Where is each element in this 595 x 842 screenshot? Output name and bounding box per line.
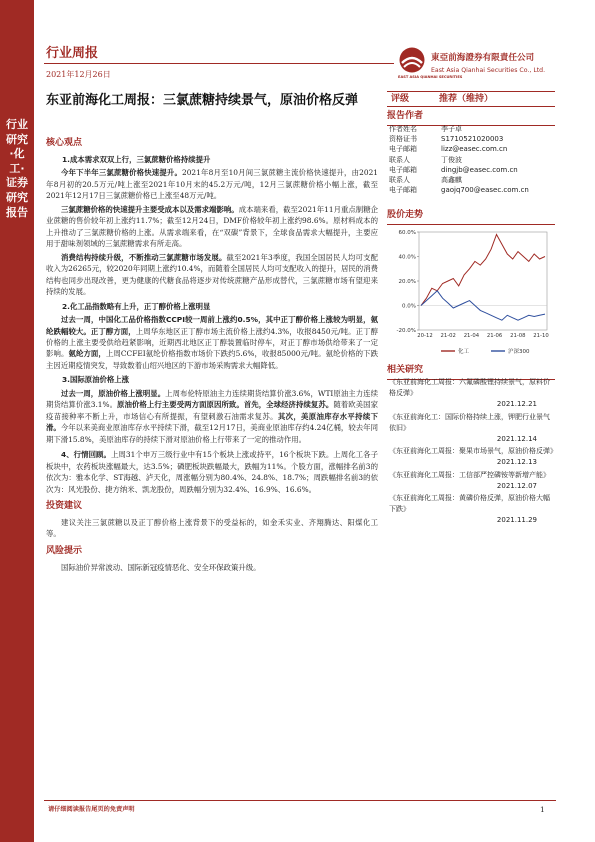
company-logo-subtext: EAST ASIA QIANHAI SECURITIES bbox=[398, 75, 463, 79]
related-item-date: 2021.12.21 bbox=[496, 400, 537, 409]
invest-paragraph: 建议关注三氯蔗糖以及正丁醇价格上涨背景下的受益标的，如金禾实业、齐翔腾达、阳煤化工等。 bbox=[46, 518, 378, 539]
page-number: 1 bbox=[540, 805, 545, 814]
paragraph bbox=[46, 252, 378, 298]
rating-value: 推荐（维持） bbox=[439, 94, 494, 104]
y-tick-label: 60.0% bbox=[398, 230, 416, 236]
related-item-title: 《东亚前海化工周报：六氟磷酸锂持续景气，原料价格反弹》 bbox=[389, 378, 550, 398]
author-field-label: 电子邮箱 bbox=[389, 165, 417, 174]
author-field-value: 高鑫麒 bbox=[441, 176, 462, 185]
lead-text: 今年下半年三氯蔗糖价格快速提升。 bbox=[61, 168, 183, 178]
author-field-label: 资格证书 bbox=[389, 135, 417, 144]
lead-text: 氨纶方面， bbox=[68, 349, 106, 359]
x-tick-label: 21-06 bbox=[486, 333, 503, 339]
author-field-value: 李子卓 bbox=[441, 125, 462, 133]
related-research-list bbox=[389, 377, 555, 528]
body-text: 上周华东地区正丁醇市场主流价格上涨约4.3%，收报8450元/吨。正丁醇价格的上涨主要受供给趋紧影响，近期西北地区正丁醇装置临时停车，对正丁醇市场供给带来了一定影响。 bbox=[46, 326, 378, 359]
risk-heading: 风险提示 bbox=[46, 545, 83, 556]
y-tick-label: 20.0% bbox=[398, 279, 416, 285]
legend-label: 沪深300 bbox=[508, 349, 530, 355]
x-tick-label: 21-08 bbox=[510, 333, 526, 339]
author-row bbox=[389, 165, 555, 175]
body-text: 随着欧美国家疫苗接种率不断上升，市场信心有所提振，有望刺激石油需求复苏。 bbox=[46, 400, 378, 421]
core-heading: 核心观点 bbox=[46, 138, 83, 148]
x-tick-label: 21-02 bbox=[440, 333, 456, 339]
body-text: 上周布伦特原油主力连续期货结算价涨3.6%，WTI原油主力连续期货结算价涨3.1%。 bbox=[46, 388, 378, 410]
paragraph bbox=[46, 449, 378, 495]
company-name-en: East Asia Qianhai Securities Co., Ltd. bbox=[431, 67, 546, 74]
lead-text: 其次，美原油库存水平持续下滑。 bbox=[46, 411, 378, 433]
author-field-value: lizz@easec.com.cn bbox=[441, 145, 508, 154]
stock-trend-chart bbox=[387, 222, 555, 362]
related-item-date: 2021.12.14 bbox=[496, 435, 537, 444]
lead-text: 过去一周，中国化工品价格指数CCPI较一周前上涨约0.5%，其中正丁醇价格上涨较为明显，氨纶跌幅较大。正丁醇方面， bbox=[46, 315, 378, 336]
y-tick-label: -20.0% bbox=[396, 328, 416, 334]
rating-bar bbox=[387, 91, 555, 107]
invest-heading: 投资建议 bbox=[46, 501, 83, 512]
footer-divider bbox=[44, 800, 556, 801]
company-name-cn: 東亞前海證券有限責任公司 bbox=[431, 53, 535, 63]
related-heading: 相关研究 bbox=[387, 364, 555, 380]
section-1-title: 1.成本需求双双上行，三氯蔗糖价格持续提升 bbox=[62, 154, 211, 164]
author-field-label: 电子邮箱 bbox=[389, 186, 417, 195]
author-row bbox=[389, 175, 555, 185]
body-text: 上周CCFEI氨纶价格指数市场价下跌约5.6%，收报85000元/吨。氨纶价格的下跌主因近期疫情突发，导致数着山绍兴地区的下游市场采购需求大幅降低。 bbox=[46, 349, 378, 370]
paragraph bbox=[46, 388, 378, 445]
related-item-date: 2021.12.13 bbox=[496, 458, 537, 467]
report-type: 行业周报 bbox=[46, 46, 99, 61]
y-tick-label: 0.0% bbox=[402, 303, 416, 310]
related-item-date: 2021.11.29 bbox=[496, 516, 537, 525]
authors-heading: 报告作者 bbox=[387, 110, 555, 126]
authors-table bbox=[389, 124, 555, 195]
x-tick-label: 20-12 bbox=[417, 333, 433, 339]
lead-text: 三氯蔗糖价格的快速提升主要受成本以及需求端影响。 bbox=[61, 204, 239, 214]
related-item-title: 《东亚前海化工周报：聚果市场景气，原油价格反弹》 bbox=[389, 447, 557, 456]
author-row bbox=[389, 134, 555, 144]
paragraph bbox=[46, 167, 378, 201]
lead-text: 原油价格上行主要受两方面原因所致。首先，全球经济持续复苏。 bbox=[117, 400, 334, 410]
section-4-title: 4、行情回顾。 bbox=[61, 450, 111, 460]
author-field-label: 作者姓名 bbox=[389, 125, 417, 133]
side-banner bbox=[0, 0, 34, 842]
paragraph bbox=[46, 314, 378, 371]
related-item[interactable] bbox=[389, 446, 555, 468]
author-field-value: 丁俊波 bbox=[441, 155, 462, 164]
side-banner-text: 行业研究·化工·证券研究报告 bbox=[6, 118, 28, 219]
x-tick-label: 21-10 bbox=[533, 333, 549, 339]
author-field-value: gaojq700@easec.com.cn bbox=[441, 186, 529, 195]
related-item[interactable] bbox=[389, 377, 555, 411]
author-row bbox=[389, 124, 555, 134]
company-logo-icon bbox=[398, 46, 426, 74]
related-item-title: 《东亚前海化工：国际价格持续上涨，钾肥行业景气依旧》 bbox=[389, 412, 550, 432]
related-item-title: 《东亚前海化工周报：工信部严控磷铵等新增产能》 bbox=[389, 470, 550, 479]
lead-text: 过去一周，原油价格上涨明显。 bbox=[61, 388, 166, 398]
report-date: 2021年12月26日 bbox=[46, 70, 111, 79]
rating-label: 评级 bbox=[391, 94, 410, 104]
section-2-title: 2.化工品指数略有上升，正丁醇价格上涨明显 bbox=[62, 301, 211, 311]
related-item[interactable] bbox=[389, 470, 555, 492]
related-item-date: 2021.12.07 bbox=[496, 481, 537, 490]
related-item[interactable] bbox=[389, 412, 555, 446]
risk-paragraph: 国际油价异常波动、国际新冠疫情恶化、安全环保政策升级。 bbox=[61, 562, 261, 572]
body-text: 上周31个申万三级行业中有15个板块上涨或持平，16个板块下跌。上周化工各子板块中，农药板块涨幅最大，达3.5%；磷肥板块跌幅最大，跌幅为11%。个股方面，涨幅排名前3的依次为：雅本化学、ST海越、泸天化，周涨幅分别为80.4%、24.8%、18.7%；周跌幅排名前3的依次为：风光股份、捷方纳米、凯龙股份，周跌幅分别为32.4%、16.9%、16.6%。 bbox=[46, 450, 378, 494]
report-title: 东亚前海化工周报：三氯蔗糖持续景气，原油价格反弹 bbox=[46, 93, 359, 108]
body-text: 成本端来看，截至2021年11月重点制糖企业蔗糖的售价较年初上涨约11.7%；截至12月24日，DMF价格较年初上涨约98.6%。原材料成本的上升推动了三氯蔗糖价格的上涨。从需求端来看，在“双碳”背景下，全球食品需求大幅提升，主要应用于甜味剂领域的三氯蔗糖需求有所走高。 bbox=[46, 204, 378, 249]
body-text: 2021年8月至10月间三氯蔗糖主流价格快速提升，由2021年8月初的20.5万元/吨上涨至2021年10月末的45.2万元/吨，12月三氯蔗糖价格小幅上涨，截至2021年12月17日三氯蔗糖价格已上涨至48万元/吨。 bbox=[46, 168, 378, 201]
author-row bbox=[389, 155, 555, 165]
footer-disclaimer: 请仔细阅读报告尾页的免责声明 bbox=[48, 806, 135, 813]
author-field-label: 联系人 bbox=[389, 176, 410, 185]
related-item-title: 《东亚前海化工周报：黄磷价格反弹，原油价格大幅下跌》 bbox=[389, 494, 550, 514]
section-3-title: 3.国际原油价格上涨 bbox=[62, 375, 130, 385]
body-text: 截至2021年3季度，我国全国居民人均可支配收入为26265元，较2020年同期上涨约10.4%，而随着全国居民人均可支配收入的提升，居民的消费结构也同步出现改善，更为健康的代糖食品将逐步对传统蔗糖产品形成替代，三氯蔗糖市场有望迎来持续的发展。 bbox=[46, 252, 378, 297]
y-tick-label: 40.0% bbox=[398, 254, 416, 261]
paragraph bbox=[46, 204, 378, 250]
author-field-label: 电子邮箱 bbox=[389, 145, 417, 154]
author-row bbox=[389, 144, 555, 154]
related-item[interactable] bbox=[389, 493, 555, 527]
main-content bbox=[46, 135, 378, 575]
author-field-label: 联系人 bbox=[389, 155, 410, 164]
author-field-value: S1710521020003 bbox=[441, 135, 504, 144]
stock-trend-heading: 股价走势 bbox=[387, 209, 555, 225]
header-divider bbox=[44, 63, 394, 64]
lead-text: 消费结构持续升级，不断推动三氯蔗糖市场发展。 bbox=[61, 252, 227, 262]
author-row bbox=[389, 185, 555, 195]
x-tick-label: 21-04 bbox=[463, 333, 480, 339]
body-text: 今年以来美商业原油库存水平持续下滑，截至12月17日，美商业原油库存约4.24亿桶，较去年同期下滑15.8%，美原油库存的持续下滑对原油价格上行带来了一定的推动作用。 bbox=[46, 423, 378, 444]
legend-label: 化工 bbox=[458, 349, 470, 355]
author-field-value: dingjb@easec.com.cn bbox=[441, 165, 518, 174]
